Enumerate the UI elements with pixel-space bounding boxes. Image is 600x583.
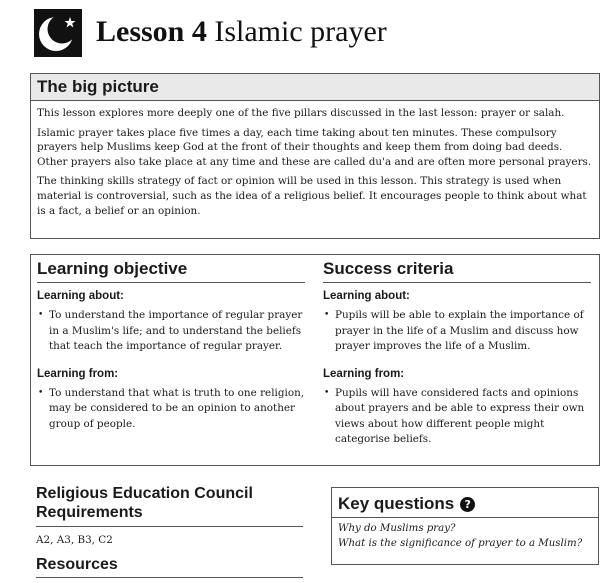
list-item: • Pupils will be able to explain the importance of prayer in the life of a Muslim and discuss how prayer improves the life of a Muslim. <box>323 308 593 355</box>
learning-objective-column <box>37 255 307 432</box>
big-picture-heading: The big picture <box>31 74 599 101</box>
learning-about-list <box>323 308 593 355</box>
objectives-box <box>30 254 600 466</box>
crescent-star-icon <box>34 9 82 57</box>
key-questions-heading: Key questions <box>338 494 455 513</box>
success-criteria-heading: Success criteria <box>323 259 591 283</box>
big-picture-paragraph: This lesson explores more deeply one of the five pillars discussed in the last lesson: prayer or salah. <box>37 107 565 119</box>
learning-from-list <box>37 386 307 433</box>
lesson-title: Islamic prayer <box>214 15 387 48</box>
list-item: • To understand that what is truth to one religion, may be considered to be an opinion to another group of people. <box>37 386 307 433</box>
list-item: • Pupils will have considered facts and opinions about prayers and be able to express their own views about how different people might categorise beliefs. <box>323 386 593 448</box>
big-picture-paragraph: The thinking skills strategy of fact or opinion will be used in this lesson. This strategy is used when material is controversial, such as the idea of a religious belief. It encourages people to think about what is a fact, a belief or an opinion. <box>37 175 587 217</box>
requirements-section <box>36 484 303 546</box>
learning-from-list <box>323 386 593 448</box>
list-item: • To understand the importance of regular prayer in a Muslim's life; and to understand the beliefs that teach the importance of regular prayer. <box>37 308 307 355</box>
learning-objective-heading: Learning objective <box>37 259 305 283</box>
learning-about-list <box>37 308 307 355</box>
requirements-codes: A2, A3, B3, C2 <box>36 534 113 546</box>
key-question: Why do Muslims pray? <box>338 523 456 534</box>
key-questions-box <box>331 487 599 565</box>
learning-from-label: Learning from: <box>323 367 405 380</box>
big-picture-box <box>30 73 600 239</box>
resources-heading: Resources <box>36 556 303 578</box>
key-questions-header <box>332 488 598 518</box>
learning-about-label: Learning about: <box>37 290 124 302</box>
key-question: What is the significance of prayer to a Muslim? <box>338 538 583 549</box>
success-criteria-column <box>323 255 593 448</box>
lesson-number: Lesson 4 <box>96 15 207 48</box>
requirements-heading: Religious Education Council Requirements <box>36 484 303 527</box>
big-picture-paragraph: Islamic prayer takes place five times a day, each time taking about ten minutes. These compulsory prayers help Muslims keep God at the front of their thoughts and keep them from doing bad deeds. Other prayers also take place at any time and these are called du'a and are often more personal prayers. <box>37 126 592 168</box>
page-title <box>96 15 387 49</box>
learning-from-label: Learning from: <box>37 367 119 380</box>
learning-about-label: Learning about: <box>323 290 410 302</box>
question-circle-icon: ? <box>460 497 475 512</box>
